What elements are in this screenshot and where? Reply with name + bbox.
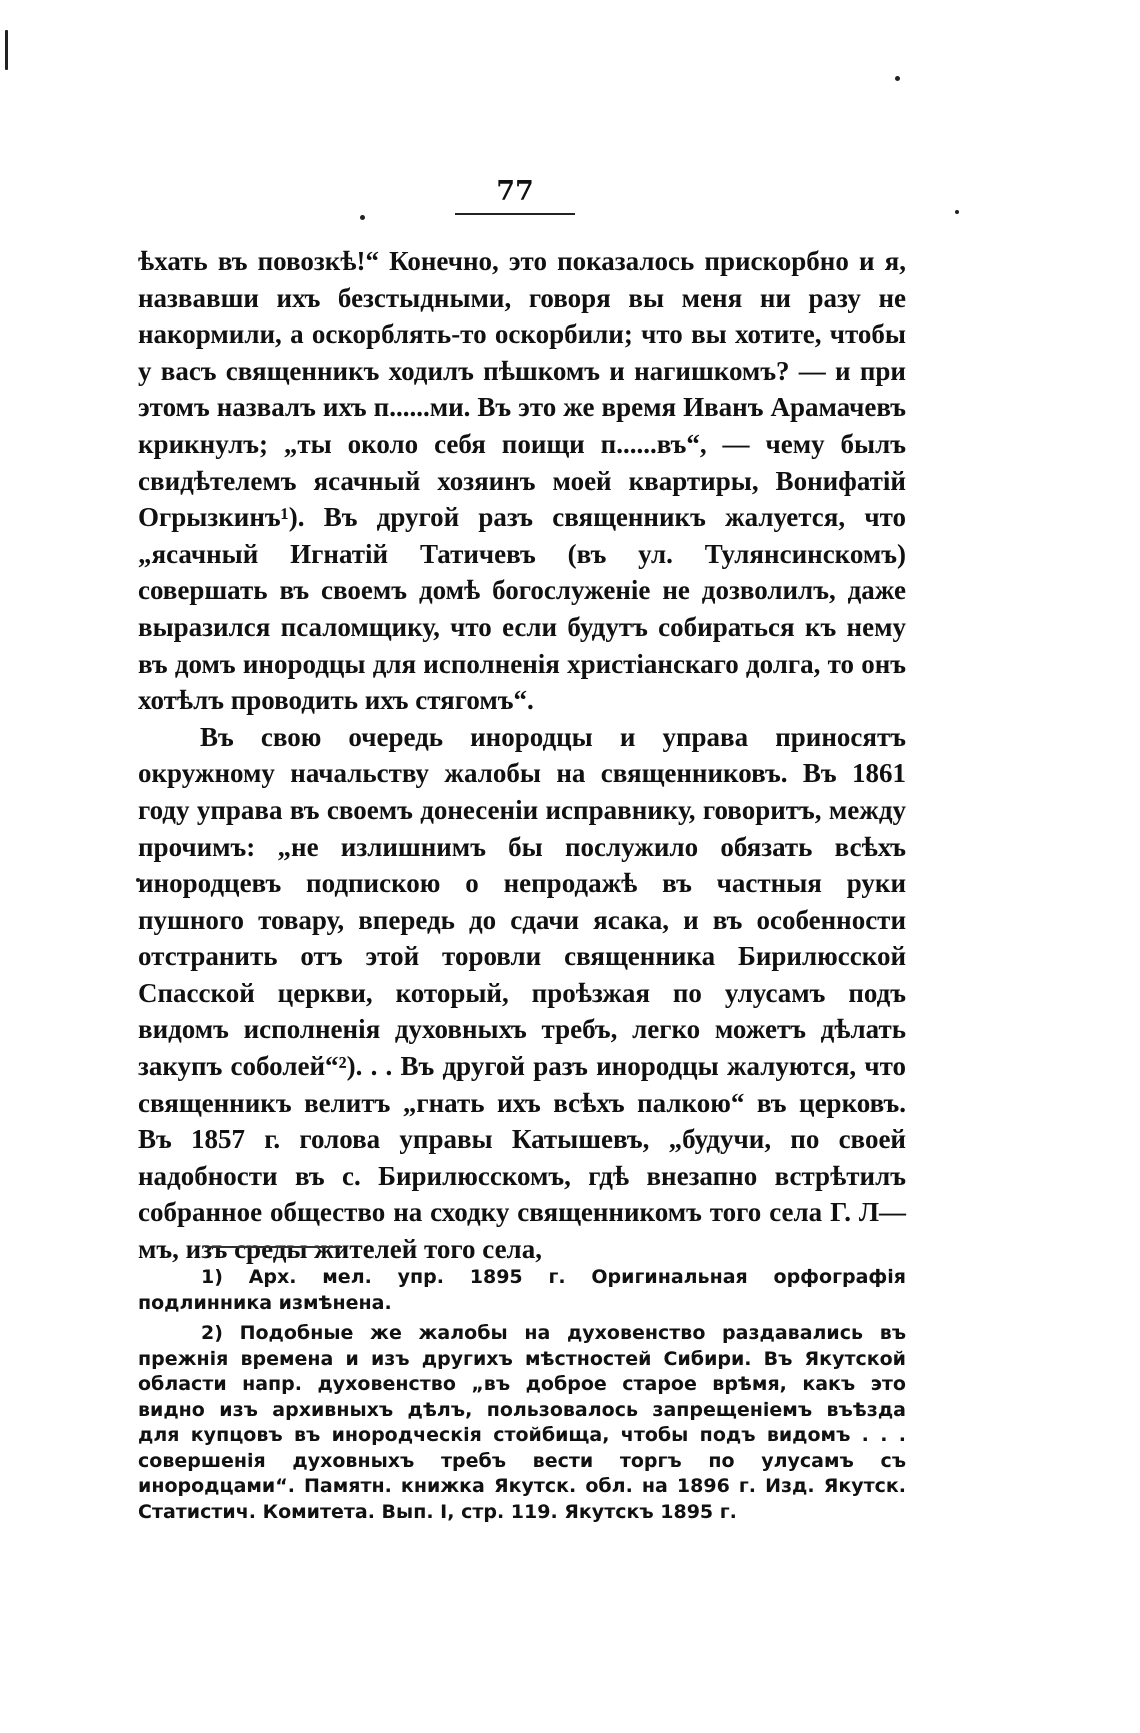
footnotes — [138, 1265, 906, 1530]
scan-speck — [360, 215, 365, 220]
footnote-1: 1) Арх. мел. упр. 1895 г. Оригинальная орфографія подлинника измѣнена. — [138, 1266, 906, 1314]
paragraph-2: Въ свою очередь инородцы и управа приносятъ окружному начальству жалобы на священниковъ. Въ 1861 году управа въ своемъ донесеніи исправнику, говоритъ, между прочимъ: „не излишнимъ бы послужило обязать всѣхъ инородцевъ подпискою о непродажѣ въ частныя руки пушного товару, впередь до сдачи ясака, и въ особенности отстранить отъ этой торовли священника Бирилюсской Спасской церкви, который, проѣзжая по улусамъ подъ видомъ исполненія духовныхъ требъ, легко можетъ дѣлать закупъ соболей“²). . . Въ другой разъ инородцы жалуются, что священникъ велитъ „гнать ихъ всѣхъ палкою“ въ церковъ. Въ 1857 г. голова управы Катышевъ, „будучи, по своей надобности въ с. Бирилюсскомъ, гдѣ внезапно встрѣтилъ собранное общество на сходку священникомъ того села Г. Л—мъ, изъ среды жителей того села, — [138, 721, 906, 1265]
scan-speck — [895, 76, 900, 81]
scan-speck — [955, 210, 959, 214]
footnote-2: 2) Подобные же жалобы на духовенство раздавались въ прежнія времена и изъ другихъ мѣстностей Сибири. Въ Якутской области напр. духовенство „въ доброе старое врѣмя, какъ это видно изъ архивныхъ дѣлъ, пользовалось запрещеніемъ въѣзда для купцовъ въ инородческія стойбища, чтобы подъ видомъ . . . совершенія духовныхъ требъ вести торгъ по улусамъ съ инородцами“. Памятн. книжка Якутск. обл. на 1896 г. Изд. Якутск. Статистич. Комитета. Вып. I, стр. 119. Якутскъ 1895 г. — [138, 1322, 906, 1523]
header-rule — [455, 213, 575, 215]
paragraph-1: ѣхать въ повозкѣ!“ Конечно, это показалось прискорбно и я, назвавши ихъ безстыдными, говоря вы меня ни разу не накормили, а оскорблять-то оскорбили; что вы хотите, чтобы у васъ священникъ ходилъ пѣшкомъ и нагишкомъ? — и при этомъ назвалъ ихъ п......ми. Въ это же время Иванъ Арамачевъ крикнулъ; „ты около себя поищи п......въ“, — чему былъ свидѣтелемъ ясачный хозяинъ моей квартиры, Вонифатій Огрызкинъ¹). Въ другой разъ священникъ жалуется, что „ясачный Игнатій Татичевъ (въ ул. Тулянсинскомъ) совершать въ своемъ домѣ богослуженіе не дозволилъ, даже выразился псаломщику, что если будутъ собираться къ нему въ домъ инородцы для исполненія христіанскаго долга, то онъ хотѣлъ проводить ихъ стягомъ“. — [138, 246, 906, 716]
scan-edge-mark — [5, 30, 8, 70]
page-number: 77 — [496, 176, 534, 207]
footnote-divider — [205, 1246, 342, 1248]
main-text — [138, 243, 906, 1268]
